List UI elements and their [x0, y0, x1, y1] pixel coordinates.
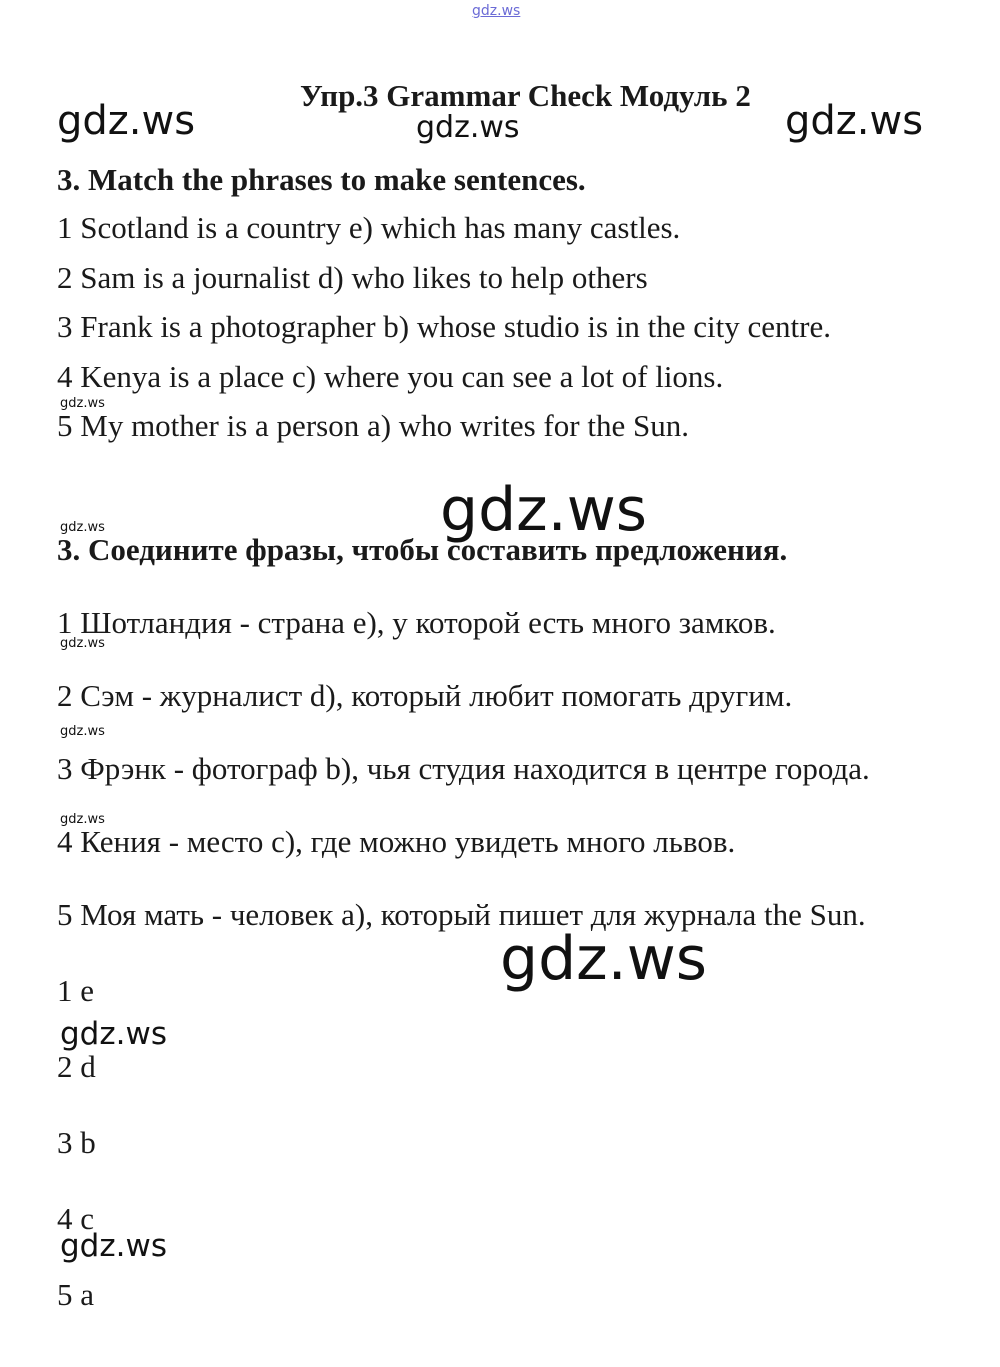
answer-1: 1 e [57, 973, 95, 1008]
english-sentence-1: 1 Scotland is a country e) which has many castles. [57, 210, 681, 245]
russian-heading: 3. Соедините фразы, чтобы составить предложения. [57, 532, 788, 567]
english-sentence-2: 2 Sam is a journalist d) who likes to help others [57, 260, 648, 295]
watermark-top-link[interactable]: gdz.ws [472, 3, 521, 19]
russian-sentence-2: 2 Сэм - журналист d), который любит помогать другим. [57, 678, 793, 713]
answer-4: 4 c [57, 1201, 95, 1236]
watermark: gdz.ws [60, 396, 105, 411]
watermark: gdz.ws [785, 98, 924, 144]
watermark: gdz.ws [440, 475, 648, 545]
watermark: gdz.ws [60, 520, 105, 535]
watermark: gdz.ws [60, 1228, 167, 1264]
english-sentence-4: 4 Kenya is a place c) where you can see a lot of lions. [57, 359, 724, 394]
watermark: gdz.ws [57, 98, 196, 144]
russian-sentence-1: 1 Шотландия - страна e), у которой есть много замков. [57, 605, 776, 640]
english-heading: 3. Match the phrases to make sentences. [57, 162, 586, 197]
russian-sentence-4: 4 Кения - место c), где можно увидеть много львов. [57, 824, 736, 859]
watermark: gdz.ws [60, 1016, 167, 1052]
watermark: gdz.ws [60, 636, 105, 651]
english-sentence-5: 5 My mother is a person a) who writes for the Sun. [57, 408, 689, 443]
watermark: gdz.ws [500, 924, 708, 994]
answer-3: 3 b [57, 1125, 96, 1160]
watermark: gdz.ws [416, 110, 520, 145]
russian-sentence-3: 3 Фрэнк - фотограф b), чья студия находится в центре города. [57, 751, 870, 786]
answer-2: 2 d [57, 1049, 96, 1084]
russian-sentence-5: 5 Моя мать - человек a), который пишет для журнала the Sun. [57, 897, 866, 932]
answer-5: 5 a [57, 1277, 95, 1312]
page-title: Упр.3 Grammar Check Модуль 2 [300, 78, 751, 113]
english-sentence-3: 3 Frank is a photographer b) whose studio is in the city centre. [57, 309, 831, 344]
watermark: gdz.ws [60, 812, 105, 827]
watermark: gdz.ws [60, 724, 105, 739]
